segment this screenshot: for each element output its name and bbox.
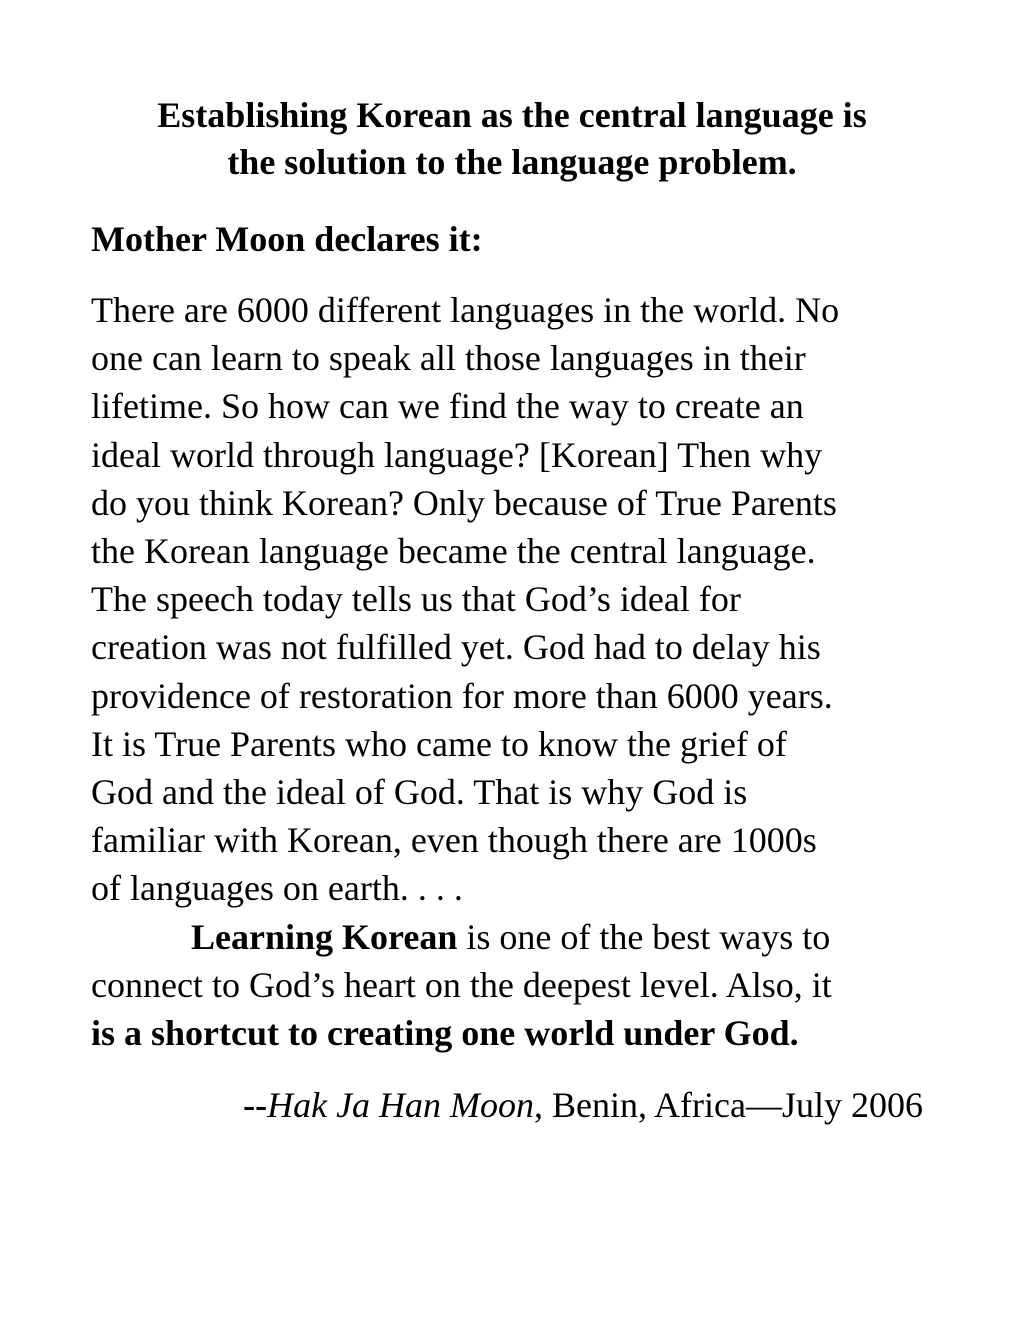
page-title — [100, 92, 924, 186]
quote-line: one can learn to speak all those languages in their — [91, 338, 806, 379]
quote-line: the Korean language became the central language. — [91, 531, 816, 572]
quote-line: There are 6000 different languages in the world. No — [91, 290, 840, 330]
attribution-dash: -- — [243, 1085, 268, 1125]
closing-line — [91, 913, 941, 961]
quote-line: God and the ideal of God. That is why God is — [91, 772, 748, 813]
quote-body — [91, 286, 941, 1057]
closing-line: connect to God’s heart on the deepest level. Also, it — [91, 964, 832, 1005]
title-line: the solution to the language problem. — [227, 142, 797, 182]
quote-line: lifetime. So how can we find the way to create an — [91, 386, 804, 427]
quote-line: creation was not fulfilled yet. God had to delay his — [91, 627, 821, 668]
quote-line: do you think Korean? Only because of True Parents — [91, 482, 837, 523]
subheading: Mother Moon declares it: — [91, 219, 483, 259]
title-line: Establishing Korean as the central language is — [157, 95, 867, 135]
quote-line: It is True Parents who came to know the grief of — [91, 723, 787, 764]
attribution-author: Hak Ja Han Moon — [267, 1085, 535, 1125]
closing-text: is one of the best ways to — [457, 916, 831, 957]
quote-line: ideal world through language? [Korean] Then why — [91, 434, 823, 475]
quote-line: The speech today tells us that God’s ideal for — [91, 579, 741, 620]
closing-emphasis-line: is a shortcut to creating one world under God. — [91, 1013, 799, 1054]
quote-line: of languages on earth. . . . — [91, 868, 463, 909]
quote-line: familiar with Korean, even though there are 1000s — [91, 820, 817, 861]
attribution — [243, 1082, 923, 1129]
quote-line: providence of restoration for more than 6000 years. — [91, 675, 833, 716]
attribution-details: , Benin, Africa—July 2006 — [534, 1085, 923, 1125]
emphasis-learning-korean: Learning Korean — [191, 916, 458, 957]
